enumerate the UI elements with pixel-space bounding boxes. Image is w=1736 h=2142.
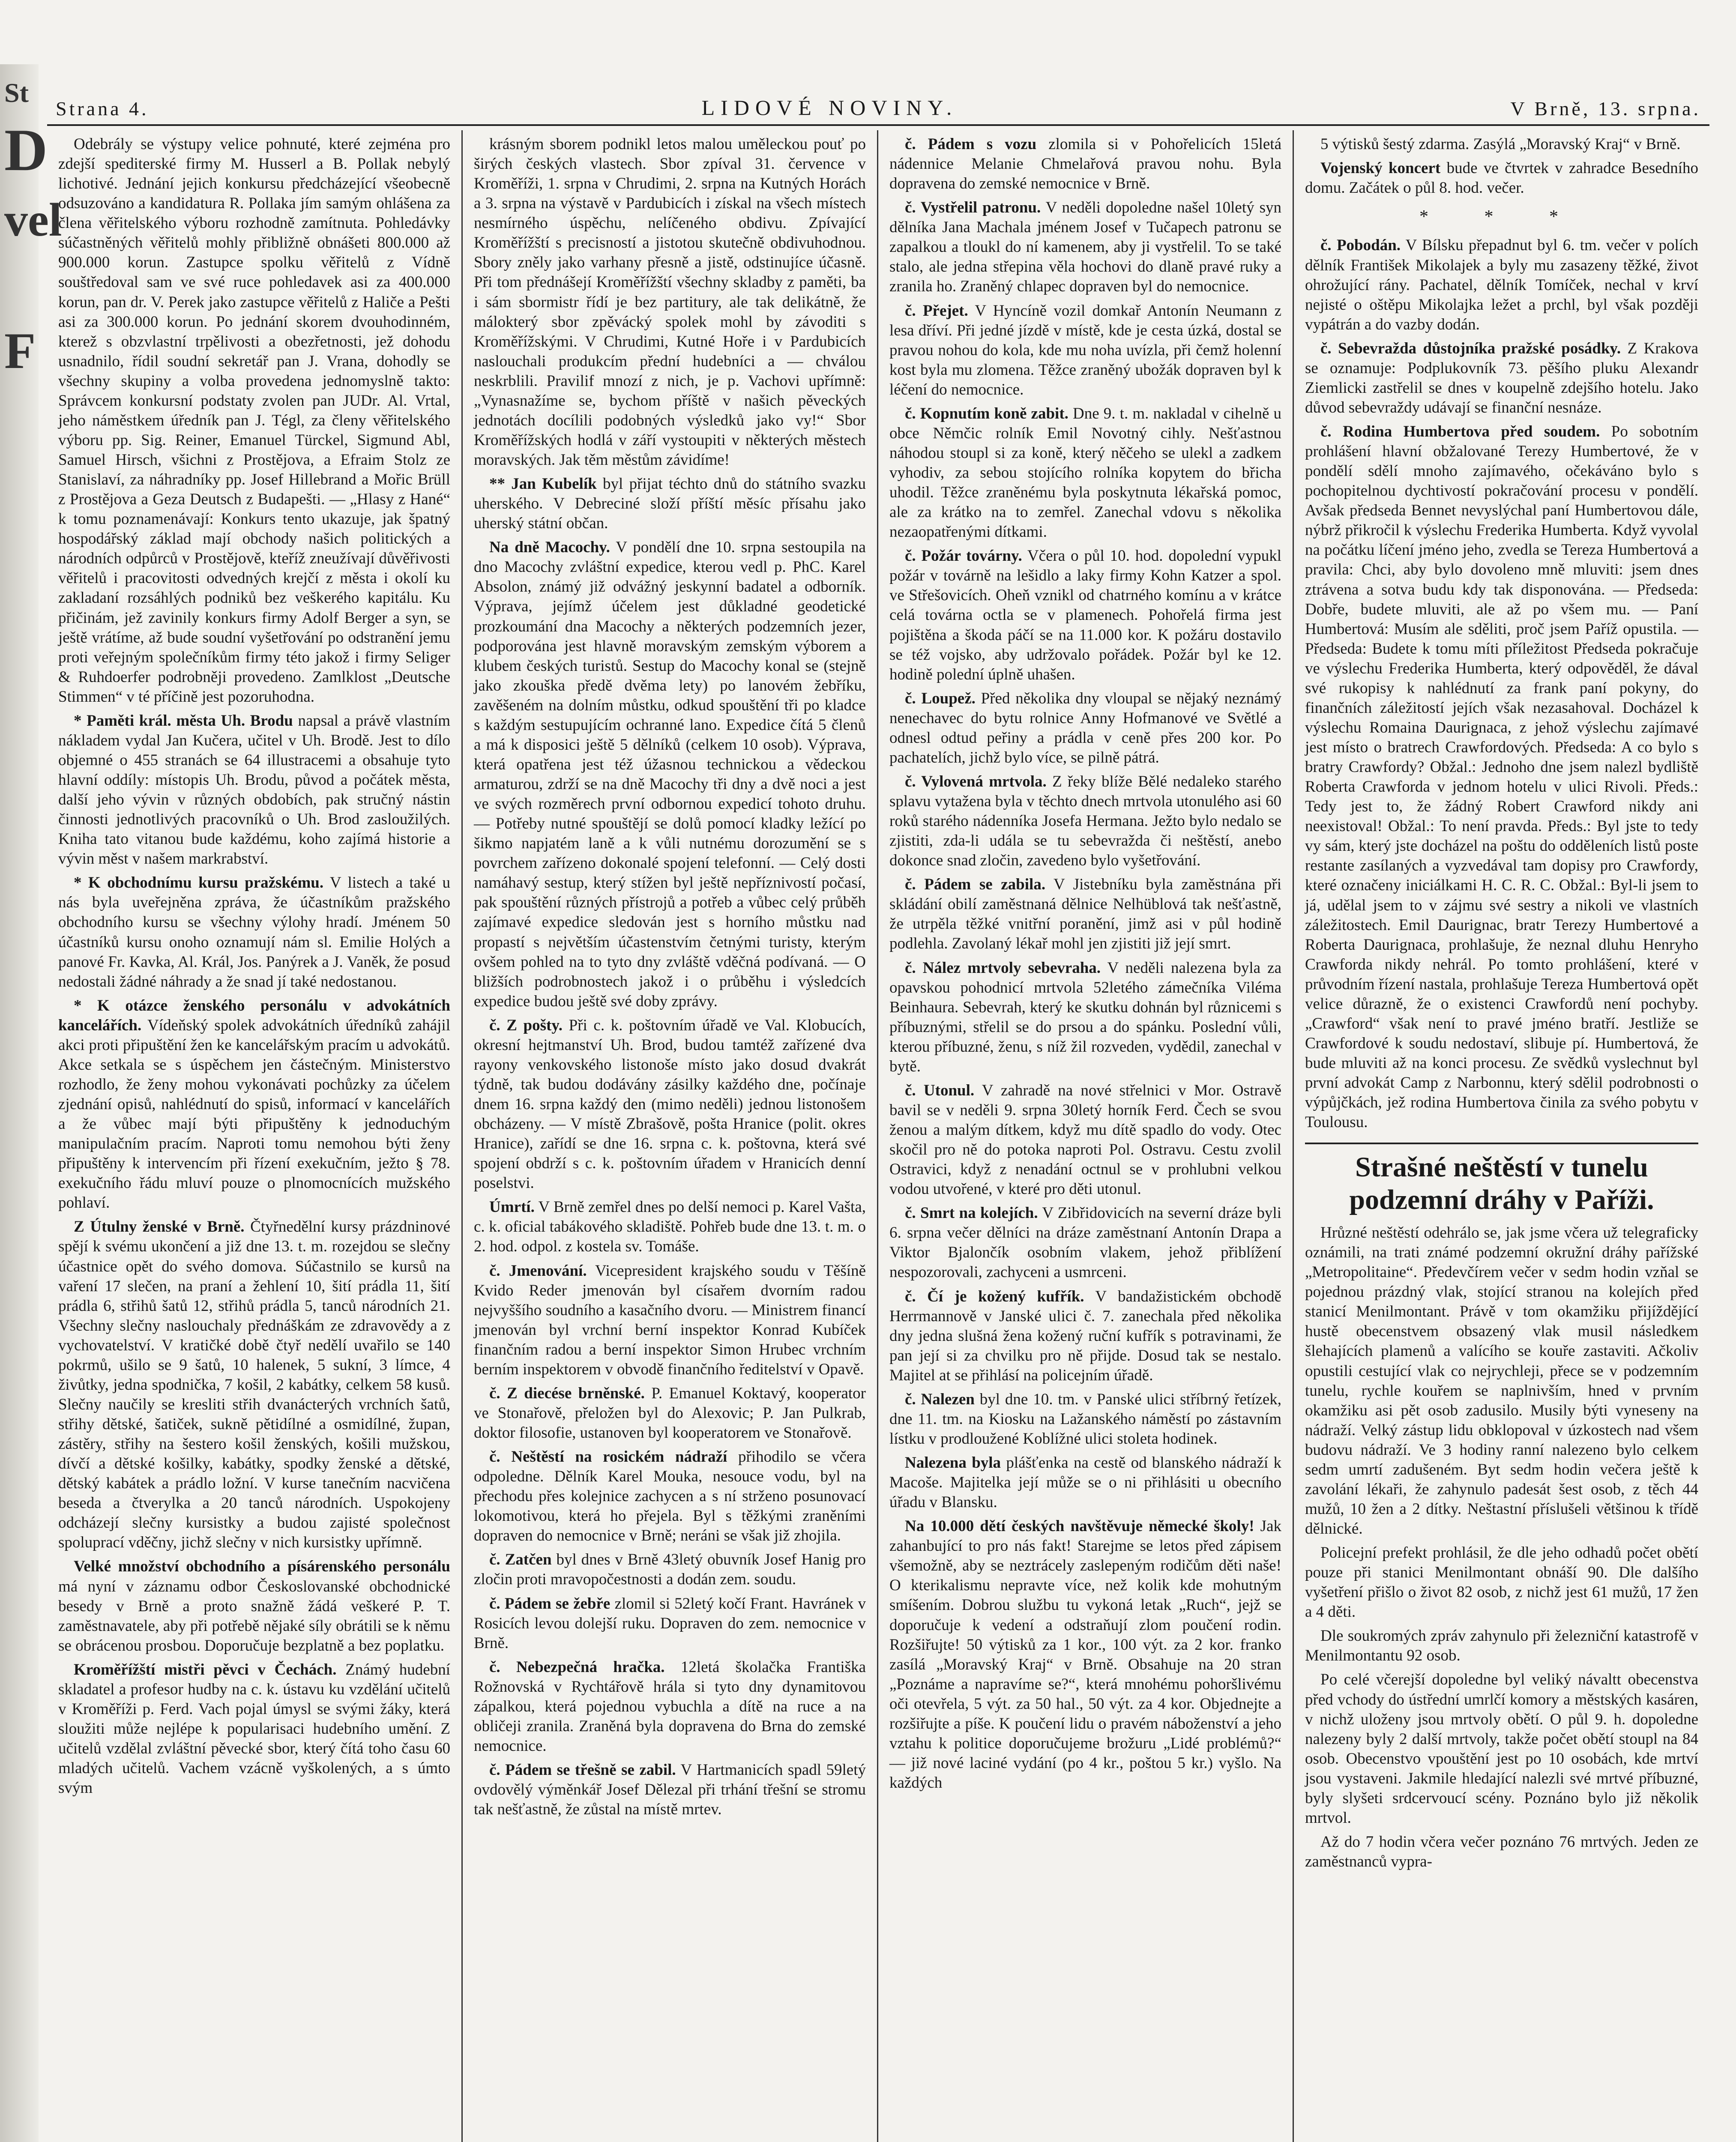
article-text: Až do 7 hodin včera večer poznáno 76 mrtvých. Jeden ze zaměstnanců vypra- (1305, 1833, 1698, 1870)
article (58, 873, 450, 991)
article-text: V Zibřidovicích na severní dráze byli 6. srpna večer dělníci na dráze zaměstnaní Antonín Drapa a Viktor Bjalončík osobním vlakem, jehož přiblížení nespozorovali, zachyceni a usmrceni. (889, 1204, 1281, 1281)
article (474, 1016, 866, 1194)
article-heading: č. Pádem s vozu (905, 135, 1037, 153)
article (474, 538, 866, 1011)
article-heading: č. Loupež. (905, 689, 976, 707)
article-body: Hrůzné neštěstí odehrálo se, jak jsme včera už telegraficky oznámili, na trati známé podzemní okružní dráhy pařížské „Metropolitaine“. Předevčírem večer v sedm hodin vzňal se pojednou prázdný vlak, stojící stranou na kolejích před stanicí Menilmontant. Právě v tom okamžiku přijíždějící hustě obecenstvem obsazený vlak musil následkem šlehajících plamenů a valícího se kouře zastaviti. Ačkoliv opustili cestující vlak co nejrychleji, přece se v podzemním tunelu, rychle kouřem se naplnivším, hned v prvním okamžiku asi pět osob zadusilo. Musily býti vyneseny na nádraží. Velký zástup lidu obklopoval v úzkostech nad všem budovu nádraží. Ve 3 hodiny ranní nalezeno bylo celkem sedm umrtí zadušeném. Byt sedm hodin večera ještě k zavolání lékaři, že zahynulo padesát šest osob, z těch 44 mužů, 10 žen a 2 dítky. Neštastní příslušeli většinou k třídě dělnické. (1305, 1224, 1698, 1538)
article (1305, 1626, 1698, 1666)
article-text: Dle soukromých zpráv zahynulo při železniční katastrofě v Menilmontantu 92 osob. (1305, 1627, 1698, 1665)
article (474, 1550, 866, 1589)
article (474, 1261, 866, 1379)
article-text: Policejní prefekt prohlásil, že dle jeho odhadů počet obětí pouze při stanici Menilmontant obnáší 90. Dle dalšího vyšetření přišlo o život 82 osob, z nichž jest 61 mužů, 17 žen a 4 děti. (1305, 1544, 1698, 1621)
article (474, 1594, 866, 1653)
article-heading: č. Kopnutím koně zabit. (905, 404, 1069, 422)
newspaper-page (47, 81, 1709, 2142)
article-heading: č. Přejet. (905, 302, 968, 320)
article-heading: č. Zatčen (489, 1551, 552, 1569)
article-heading: č. Pádem se zabila. (905, 876, 1046, 894)
article (474, 474, 866, 533)
article-text: V bandažistickém obchodě Herrmannově v Janské ulici č. 7. zanechala před několika dny jedna slušná žena kožený ruční kufřík s potravinami, že pan její si za chvilku pro ně přijde. Dosud tak se nestalo. Majitel at se přihlásí na policejním úřadě. (889, 1287, 1281, 1384)
article-text: Po sobotním prohlášení hlavní obžalované Terezy Humbertové, že v pondělí sdělí mnoho zajímavého, očekáváno bylo s pochopitelnou dychtivostí pokračování procesu v pondělí. Avšak předseda Bennet nevyslýchal paní Humbertovou dále, nýbrž přikročil k výslechu Frederika Humberta. Když vyvolal na počátku líčení jméno jeho, zvedla se Tereza Humbertová a pravila: Chci, aby bylo dovoleno mně mluviti: jsem dnes ztrávena a sotva budu kdy tak disponována. — Předseda: Dobře, budete mluviti, ale až po všem mu. — Paní Humbertová: Musím ale sděliti, proč jsem Paříž opustila. — Předseda: Budete k tomu míti příležitost Předseda pokračuje ve výslechu Frederika Humberta, který odpověděl, že dával své rukopisy k nahlédnutí za frank paní pokyny, do finančních záležitostí jejích však nezasahoval. Docházel k výslechu Romaina Daurignaca, z jehož výslechu zajímavé jest místo o bratrech Crawfordových. Předseda: A co bylo s bratry Crawfordy? Obžal.: Jednoho dne jsem nalezl bydliště Roberta Crawforda v jednom hotelu v ulici Rivoli. Předs.: Tedy jest to, že žádný Robert Crawford nikdy ani neexistoval! Obžal.: To není pravda. Předs.: Byl jste to tedy vy sám, který jste docházel na poštu do odděleních listů poste restante zasílaných a vyzvedával tam dopisy pro Crawfordy, které označeny iniciálkami H. C. R. C. Obžal.: Byl-li jsem to já, udělal jsem to v zájmu své sestry a nikoli ve vlastních záležitostech. Emil Daurignac, bratr Terezy Humbertové a Roberta Daurignaca, prohlašuje, že neznal dluhu Henryho Crawforda nikdy nehrál. Po tomto prohlášení, které v průvodním řízení nastala, prohlašuje Tereza Humbertová opět velice důrazně, že o existenci Crawfordů není pochyby. „Crawford“ však není to pravé jméno bratří. Jestliže se Crawfordové k soudu nedostaví, slibuje pí. Humbertová, že bude mluviti až na konci procesu. Ze svědků vyslechnut byl první advokát Camp z Narbonnu, který sdělil podrobnosti o výpůjčkách, jež rodina Humbertova činila za svého pobytu v Toulousu. (1305, 423, 1698, 1131)
article-heading: č. Neštěstí na rosickém nádraží (489, 1448, 727, 1466)
article (889, 1390, 1281, 1449)
edge-fragment: D (4, 117, 48, 183)
article-text: V Bílsku přepadnut byl 6. tm. večer v polích dělník František Mikolajek a byly mu zasazeny těžké, život ohrožující rány. Pachatel, dělník Tomíček, nechal v krví nejisté o oštěpu Mikolajka ležet a prchl, byl však později vypátrán a do vazby dodán. (1305, 236, 1698, 333)
article-heading: č. Pádem se třešně se zabil. (489, 1761, 676, 1779)
article-heading: * K otázce ženského personálu v advokátních kancelářích. (58, 996, 450, 1034)
article-heading: * K obchodnímu kursu pražskému. (74, 874, 324, 892)
page-header (47, 81, 1709, 126)
article-text: V Jistebníku byla zaměstnána při skládání obilí zaměstnaná dělnice Nelhüblová tak nešťastně, že utrpěla těžké vnitřní poranění, jimž asi v půl hodině podlehla. Zavolaný lékař mohl jen zjistiti již její smrt. (889, 876, 1281, 953)
article-heading: č. Utonul. (905, 1081, 975, 1099)
article-text: má nyní v záznamu odbor Českoslovanské obchodnické besedy v Brně a proto snažně žádá veškeré P. T. zaměstnavatele, aby při potřebě nějaké síly obrátili se k němu se obrácenou prosbou. Doporučuje bezplatně a bez poplatku. (58, 1577, 450, 1654)
article-text: Před několika dny vloupal se nějaký neznámý nenechavec do bytu rolnice Anny Hofmanové ve Světlé a odnesl odtud peřiny a prádla v ceně přes 200 kor. Po pachatelích, jichž bylo více, se pilně pátrá. (889, 689, 1281, 766)
article (1305, 135, 1698, 154)
article-text: byl dnes v Brně 43letý obuvník Josef Hanig pro zločin proti mravopočestnosti a dodán zem. soudu. (474, 1551, 866, 1589)
article-text: 5 výtisků šestý zdarma. Zasýlá „Moravský Kraj“ v Brně. (1320, 135, 1681, 153)
article-text: byl přijat téchto dnů do státního svazku uherského. V Debreciné složí příští měsíc přísahu jako uherský státní občan. (474, 475, 866, 533)
article (58, 996, 450, 1213)
article-heading: č. Z pošty. (489, 1016, 563, 1034)
article-text: V Hartmanicích spadl 59letý ovdovělý výměnkář Josef Dělezal při trhání třešní se stromu tak nešťastně, že zůstal na místě mrtev. (474, 1761, 866, 1819)
article (474, 1657, 866, 1756)
article (1305, 1670, 1698, 1828)
article-text: Vicepresident krajského soudu v Těšíně Kvido Reder jmenován byl císařem dvorním radou nejvyššího soudního a kasačního dvoru. — Ministrem financí jmenován byl vrchní berní inspektor Konrad Kubíček finančním radou a berní inspektor Simon Hrubec vrchním berním inspektorem v obvodě finančního ředitelství v Opavě. (474, 1262, 866, 1378)
article-text: Známý hudební skladatel a profesor hudby na c. k. ústavu ku vzdělání učitelů v Kroměříži p. Ferd. Vach pojal úmysl se svými žáky, která sloužiti může nejlépe k popularisaci hudebního umění. Z učitelů vzdělal zvláštní pěvecké sbor, který čítá toho času 60 mladých učitelů. Vachem vzácně vyškolených, a s úmto svým (58, 1660, 450, 1797)
page-edge (0, 64, 62, 2142)
column-1 (47, 130, 463, 2142)
article (1305, 236, 1698, 334)
article-heading: Nalezena byla (905, 1454, 1001, 1472)
article (889, 1517, 1281, 1793)
page-number: Strana 4. (56, 98, 149, 120)
article-heading: Na dně Macochy. (489, 538, 610, 556)
article-heading: č. Sebevražda důstojníka pražské posádky. (1320, 339, 1621, 357)
article-text: V listech a také u nás byla uveřejněna zpráva, že účastníkům pražského obchodního kursu se všechny výlohy hradí. Jménem 50 účastníků kursu onoho oznamují nám sl. Emilie Holých a panové Fr. Kavka, Al. Král, Jos. Panýrek a J. Vaněk, že posud nedostali žádné náhrady a že snad jí také nedostanou. (58, 874, 450, 990)
article (1305, 1543, 1698, 1622)
article-text: Včera o půl 10. hod. dopolední vypukl požár v továrně na lešidlo a laky firmy Kohn Katzer a spol. ve Střešovicích. Oheň vznikl od chatrného komínu a v krátce celá továrna octla se v plamenech. Pohořelá firma jest pojištěna a škoda páčí se na 11.000 kor. K požáru dostavilo se též vojsko, aby udržovalo pořádek. Požár byl ke 12. hodině polední úplně uhašen. (889, 547, 1281, 683)
column-4 (1294, 130, 1709, 2142)
article (474, 135, 866, 470)
article-text: byl dne 10. tm. v Panské ulici stříbrný řetízek, dne 11. tm. na Kiosku na Lažanského náměstí po zástavním lístku v prodloužené Koblížné ulici stoleta hodinek. (889, 1390, 1282, 1448)
article (889, 198, 1281, 296)
article (889, 689, 1281, 768)
article (58, 1660, 450, 1798)
article-heading: Úmrtí. (489, 1198, 535, 1216)
article (1305, 339, 1698, 418)
article-text: přihodilo se včera odpoledne. Dělník Karel Mouka, nesouce vodu, byl na přechodu přes kolejnice zachycen a s ní strženo posunovací lokomotivou, která ho přejela. Byl s těžkými zraněními dopraven do nemocnice v Brně; neráni se však již zhojila. (474, 1448, 866, 1545)
article (474, 1197, 866, 1256)
article (889, 135, 1281, 194)
columns (47, 130, 1709, 2142)
article-heading: č. Požár továrny. (905, 547, 1022, 565)
article-heading: č. Nalezen (905, 1390, 975, 1408)
article-text: krásným sborem podnikl letos malou uměleckou pouť po širých českých vlastech. Sbor zpíval 31. července v Kroměříži, 1. srpna v Chrudimi, 2. srpna na Kutných Horách a 3. srpna na výstavě v Pardubicích i získal na všech místech nesmírného úspěchu, nelíčeného obdivu. Zpívající Kroměřížští s precisností a jistotou skutečně obdivuhodnou. Sbory zněly jako varhany přesně a jistě, odstinujíce účasně. Při tom přednášejí Kroměřížští všechny skladby z paměti, ba i sám sbormistr řídí je bez partitury, ale tak delikátně, že málokterý sbor zpěvácký spolek mohl by závoditi s Kroměřížskými. V Chrudimi, Kutné Hoře i v Pardubicích naslouchali produkcím přední hudebníci a — chválou neskrblili. Pravilif mnozí z nich, je p. Vachovi upřímně: „Vynasnažíme se, bychom příště v našich pěveckých jednotách docílili podobných výsledků jako vy!“ Sbor Kroměřížských hodlá v září vystoupiti v některých městech moravských. Jak těm městům závidíme! (474, 135, 866, 469)
article-text: V zahradě na nové střelnici v Mor. Ostravě bavil se v neděli 9. srpna 30letý horník Ferd. Čech se svou ženou a malým dítkem, když mu dítě spadlo do vody. Otec skočil pro ně do potoka naproti Pol. Ostravu. Cestu zvolil Ostravici, když z nenadání octnul se v prohlubni velkou vodou utvořené, v které pro děti utonul. (889, 1081, 1281, 1198)
column-3 (878, 130, 1294, 2142)
article-text: bude ve čtvrtek v zahradce Besedního domu. Začátek o půl 8. hod. večer. (1305, 159, 1698, 197)
article (474, 1760, 866, 1819)
article (889, 1203, 1281, 1282)
article-heading: č. Vylovená mrtvola. (905, 772, 1047, 790)
article-text: V neděli dopoledne našel 10letý syn dělníka Jana Machala jménem Josef v Tučapech patronu se zapalkou a tloukl do ní kamenem, aby ji vystřelil. To se také stalo, ale jedna střepina věla hochovi do dlaně pravé ruky a zranila ho. Zraněný chlapec dopraven byl do nemocnice. (889, 199, 1281, 296)
article-heading: č. Vystřelil patronu. (905, 199, 1041, 217)
article-heading: Z Útulny ženské v Brně. (74, 1218, 245, 1236)
article-text: napsal a právě vlastním nákladem vydal Jan Kučera, učitel v Uh. Brodě. Jest to dílo objemné o 455 stranách se 64 illustracemi a obsahuje tyto hlavní oddíly: místopis Uh. Brodu, původ a počátek města, další jeho vývin v různých obdobích, pak stručný nástin činnosti jednotlivých pracovníků o Uh. Brod zasloužilých. Kniha tato vitanou bude každému, koho zajímá historie a vývin měst v našem markrabství. (58, 712, 451, 868)
article (889, 875, 1281, 954)
article (889, 958, 1281, 1077)
article-heading: č. Smrt na kolejích. (905, 1204, 1038, 1222)
section-divider-stars: * * * (1419, 207, 1584, 227)
edge-fragment: F (4, 322, 36, 379)
article (889, 1453, 1281, 1512)
article-heading: Vojenský koncert (1320, 159, 1441, 177)
article-heading: č. Nebezpečná hračka. (489, 1658, 665, 1676)
edge-fragment: vel (4, 194, 62, 246)
article (1305, 159, 1698, 198)
article (1305, 1832, 1698, 1872)
article (889, 1081, 1281, 1199)
article (58, 135, 450, 707)
article (889, 301, 1281, 400)
newspaper-title: LIDOVÉ NOVINY. (701, 96, 958, 120)
article-heading: Na 10.000 dětí českých navštěvuje německé školy! (905, 1517, 1254, 1535)
article-heading: * Paměti král. města Uh. Brodu (74, 712, 293, 730)
article-text: Odebrály se výstupy velice pohnuté, které zejména pro zdejší spediterské firmy M. Husserl a B. Pollak nebylý lichotivé. Jednání jejich konkursu předcházející všeobecně odsuzováno a kandidatura R. Pollaka jím samým ohlášena za člena věřitelského výboru rozhodně zamítnuta. Pohledávky súčastněných věřitelů mohly přibližně obnášeti 800.000 až 900.000 korun. Zastupce spolku věřitelů z Vídně souštředoval sam ve své ruce pohledavek asi za 400.000 korun, pan dr. V. Perek jako zastupce věřitelů z Haliče a Pešti asi za 300.000 korun. Po jednání skorem dvouhodinném, kterež s obzvlastní trpělivosti a obezřetnosti, jež dohodu usnadnilo, řídil soudní sekretář pan J. Vrana, dohodly se všechny skupiny a volba provedena jednomyslně takto: Správcem konkursní podstaty zvolen pan JUDr. Al. Vrtal, jeho náměstkem úředník pan J. Tégl, za členy věřitelského výboru pp. Sig. Reiner, Emanuel Türckel, Sigmund Abl, Samuel Hirsch, všichni z Prostějova, a Efraim Stolz ze Stanislaví, za náhradníky pp. Josef Hillebrand a Mořic Brüll z Prostějova a Geza Deutsch z Budapešti. — „Hlasy z Hané“ k tomu poznamenávají: Konkurs tento ukazuje, jak špatný hospodářský základ mají obchody našich politických a národních odpůrců v Prostějově, kteříž zneužívají důvěřivosti věřitelů i pracovitosti odvedných krejčí z města i okolí ku zakladaní rozsáhlých podniků bez veškerého kapitálu. Ku přičinám, jež zavinily konkurs firmy Adolf Berger a syn, se ještě vrátíme, až bude soudní vyšetřování po odstranění jemu proti veřejným společníkům firmy této jakož i firmy Seliger & Ruhdoerfer podrobněji provedeno. Zamlklost „Deutsche Stimmen“ v té příčině jest pozoruhodna. (58, 135, 450, 706)
article-headline: Strašné neštěstí v tunelu podzemní dráhy v Paříži. (1305, 1143, 1698, 1216)
article (889, 772, 1281, 871)
article-text: plášťenka na cestě od blanského nádraží k Macoše. Majitelka její může se o ni přihlásiti u obecního úřadu v Blansku. (889, 1454, 1282, 1511)
article-text: Vídeňský spolek advokátních úředníků zahájil akci proti připuštění žen ke kancelářským pracím u advokátů. Akce setkala se s úspěchem jen částečným. Ministerstvo rozhodlo, že ženy mohou vykonávati pochůzky za účelem zjednání opisů, nahlédnutí do spisů, informací v kancelářích a že vůbec mají býti připuštěny k jednoduchým manipulačním pracím. Naproti tomu nemohou býti ženy připuštěny k intervencím při řízení exekučním, ježto § 78. exekučního řádu mluví pouze o plnomocnících mužského pohlaví. (58, 1016, 450, 1212)
article-heading: č. Z diecése brněnské. (489, 1384, 645, 1402)
article-text: zlomila si v Pohořelicích 15letá nádennice Melanie Chmelařová pravou nohu. Byla dopravena do zemské nemocnice v Brně. (889, 135, 1282, 193)
article-text: Při c. k. poštovním úřadě ve Val. Klobucích, okresní hejtmanství Uh. Brod, budou tamtéž zařízené dva rayony venkovského listonoše místo jako dosud dvakrát týdně, tak budou dodávány zásilky každého dne, počínaje dnem 16. srpna každý den (mimo neděli) jednou listonošem obcházeny. — V místě Zbrašově, pošta Hranice (polit. okres Hranice), zařídí se dne 16. srpna c. k. poštovna, která své spojení obdrží s c. k. poštovním úřadem v Hranicích denní poselstvi. (474, 1016, 866, 1192)
article (1305, 422, 1698, 1132)
article (58, 1557, 450, 1655)
place-date: V Brně, 13. srpna. (1510, 98, 1701, 120)
article (889, 1287, 1281, 1385)
article-heading: Velké množství obchodního a písárenského personálu (74, 1558, 450, 1576)
article-text: V pondělí dne 10. srpna sestoupila na dno Macochy zvláštní expedice, kterou vedl p. PhC. Karel Absolon, známý již odvážný jeskynní badatel a odborník. Výprava, jejímž účelem jest důkladné geodetické prozkoumání dna Macochy a některých podzemních jezer, podporována jest hlavně moravským zemským výborem a klubem českých turistů. Sestup do Macochy konal se (stejně jako zkouška předě dvěma lety) po lanovém žebříku, zavěšeném na dolním můstku, odkud spouštění tři po kladce s každým sestupujícím ochranné lano. Expedice čítá 5 členů a má k disposici ještě 5 dělníků (celkem 10 osob). Výprava, která opatřena jest též úžasnou technickou a vědeckou armaturou, zdrží se na dně Macochy tři dny a dvě noci a jest ve svých rozměrech první odbornou expedicí tohoto druhu. — Potřeby nutné spouštějí se dolů pomocí kladky ležící po šikmo napjatém laně a k vůli nutnému dorozumění se s povrchem zařízeno dokonalé spojení telefonní. — Celý dosti namáhavý sestup, který stížen byl ještě nepříznivostí počasí, pak spouštění různých přístrojů a potřeb a vůbec celý průběh zajímavé expedice sledován jest s horního můstku nad propastí s největším účastenstvím četnými turisty, kterým ovšem pohled na to tyto dny zvláště vděčná podívaná. — O bližších podrobnostech jakož i o průběhu i výsledcích expedice budou ještě své doby zprávy. (474, 538, 866, 1010)
article (474, 1384, 866, 1443)
article (889, 404, 1281, 542)
article-text: V Brně zemřel dnes po delší nemoci p. Karel Vašta, c. k. oficial tabákového skladiště. Pohřeb bude dne 13. t. m. o 2. hod. odpol. z kostela sv. Tomáše. (474, 1198, 866, 1256)
article-heading: č. Rodina Humbertova před soudem. (1320, 423, 1600, 441)
article (474, 1447, 866, 1546)
article-text: Po celé včerejší dopoledne byl veliký návaltt obecenstva před vchody do ústřední umrlčí komory a městských kasáren, v nichž uloženy jsou mrtvoly obětí. O půl 9. h. dopoledne nalezeny byly 2 další mrtvoly, takže počet obětí stoupl na 84 osob. Obecenstvo vpouštění jest po 10 osobách, kde mrtví jsou vystaveni. Jakmile hledající nalezli své mrtvé příbuzné, byly slyšeti srdcervoucí scény. Poznáno bylo již několik mrtvol. (1305, 1671, 1698, 1827)
column-2 (463, 130, 878, 2142)
article-text: Z Krakova se oznamuje: Podplukovník 73. pěšího pluku Alexandr Ziemlicki zastřelil se dnes v koupelně zdejšího hotelu. Jako důvod sebevraždy udávají se finanční nesnáze. (1305, 339, 1699, 416)
article-text: V Hyncíně vozil domkař Antonín Neumann z lesa dříví. Při jedné jízdě v místě, kde je cesta úzká, dostal se pravou nohou do kola, kde mu noha uvízla, při čemž holenní kost byla mu zlomena. Těžce zraněný ubožák dopraven byl k léčení do nemocnice. (889, 302, 1281, 398)
article-text: V neděli nalezena byla za opavskou pohodnicí mrtvola 52letého zámečníka Viléma Beinhaura. Sebevrah, který ke skutku dohnán byl různicemi s příbuznými, střelil se do prsou a do spánku. Poslední vůli, kterou příbuzné, ženu, s níž žil rozveden, vydědil, zanechal v bytě. (889, 959, 1281, 1075)
article-text: zlomil si 52letý kočí Frant. Havránek v Rosicích levou dolejší ruku. Dopraven do zem. nemocnice v Brně. (474, 1595, 866, 1652)
article (58, 1217, 450, 1553)
article-heading: č. Pádem se žebře (489, 1595, 611, 1612)
article (889, 546, 1281, 684)
article-text: 12letá školačka Františka Rožnovská v Rychtářově hrála si tyto dny dynamitovou zápalkou, která pojednou vybuchla a dítě na ruce a na obličeji zranila. Zraněná byla dopravena do Brna do zemské nemocnice. (474, 1658, 866, 1755)
edge-fragment: St (4, 78, 29, 108)
article-text: Dne 9. t. m. nakladal v cihelně u obce Němčic rolník Emil Novotný cihly. Nešťastnou náhodou stoupl si za koně, který něčeho se ulekl a zadkem vyhodiv, za sebou stojícího rolníka kopytem do břicha uhodil. Těžce zraněnému byla poskytnuta lékařská pomoc, ale za krátko na to zemřel. Zanechal vdovu s několika nezaopatřenými dítkami. (889, 404, 1281, 541)
article-text: Z řeky blíže Bělé nedaleko starého splavu vytažena byla v těchto dnech mrtvola utonulého asi 60 roků starého nádenníka Josefa Hermana. Ježto bylo nedalo se zjistiti, zda-li udála se tu sebevražda či neštěstí, anebo dokonce snad zločin, zavedeno bylo vyšetřování. (889, 772, 1282, 870)
article-heading: č. Jmenování. (489, 1262, 587, 1280)
article-text: P. Emanuel Koktavý, kooperator ve Stonařově, přeložen byl do Alexovic; P. Jan Pulkrab, doktor filosofie, ustanoven byl kooperatorem ve Stonařově. (474, 1384, 866, 1442)
article-heading: Kroměřížští mistři pěvci v Čechách. (74, 1660, 337, 1678)
article-text: Čtyřnedělní kursy prázdninové spějí k svému ukončení a již dne 13. t. m. rozejdou se slečny účastnice opět do svého domova. Súčastnilo se kursů na vaření 17 slečen, na praní a žehlení 10, šití prádla 11, šití prádla 6, střihů šatů 12, střihů prádla 5, tanců národních 21. Všechny slečny naslouchaly přednáškám ze zdravovědy a z vychovatelství. V kratičké době čtyř nedělí uvařilo se 140 pokrmů, ušilo se 9 šatů, 10 halenek, 5 sukní, 3 límce, 4 živůtky, jedna spodnička, 7 košil, 2 kabátky, celkem 58 kusů. Slečny naučily se kresliti střih dvanácterých vrchních šatů, střihy dětské, šatiček, sukně pětidílné a osmidílné, župan, zástěry, střihy na šestero košil ženských, košili mužskou, dívčí a dětské košilky, kabátky, spodky ženské a dětské, dětský kabátek a prádlo ložní. V kurse tanečním nacvičena beseda a čtverylka a 20 tanců národních. Uspokojeny odcházejí slečny kursistky a budou zajisté společnost spoluprací vděčny, jichž slečny v nich kursistky upřímně. (58, 1218, 451, 1552)
article-text: Jak zahanbující to pro nás fakt! Starejme se letos před zápisem všemožně, aby se neztrácely zaslepeným rodičům děti naše! O kterikalismu nepravte více, než kolik kde mohutným smíšením. Dobrou službu tu vykoná letak „Ruch“, jejž se doporučuje k vedení a odstraňují zlom poučení rodin. Rozšiřujte! 50 výtisků za 1 kor., 100 výt. za 2 kor. franko zasílá „Moravský Kraj“ v Brně. Obsahuje na 20 stran „Poznáme a napravíme se?“, která mnohému pohoršlivému oči otevřela, 5 výt. za 50 hal., 50 výt. za 4 kor. Objednejte a rozšiřujte a píše. K poučení lidu o pravém náboženství a jeho vztahu k politice doporučujeme brožuru „Lidé problémů?“ — již nové laciné vydání (po 4 kr., poštou 5 kr.) vyšlo. Na každých (889, 1517, 1281, 1792)
article-heading: č. Pobodán. (1320, 236, 1401, 254)
article-heading: č. Čí je kožený kufřík. (905, 1287, 1084, 1305)
article-heading: č. Nález mrtvoly sebevraha. (905, 959, 1101, 977)
article (58, 711, 450, 869)
article-heading: ** Jan Kubelík (489, 475, 597, 493)
